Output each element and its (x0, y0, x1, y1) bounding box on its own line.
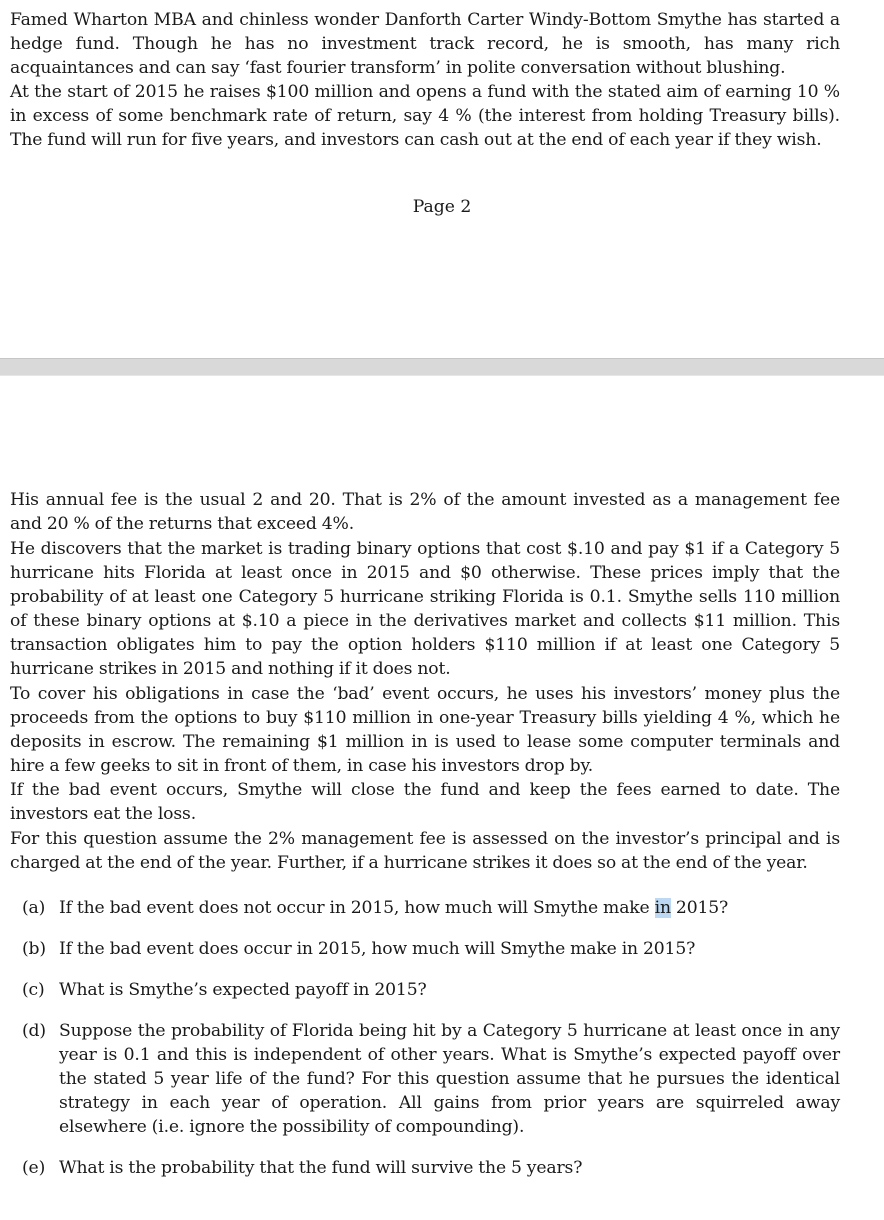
question-text[interactable]: If the bad event does occur in 2015, how much will Smythe make in 2015? (59, 939, 696, 959)
question-label: (d) (22, 1021, 46, 1041)
intro-paragraph: Famed Wharton MBA and chinless wonder Danforth Carter Windy-Bottom Smythe has started a hedge fund. Though he has no investment track record, he is smooth, has many rich acquaintances and can say ‘fast fourier transform’ in polite conversation without blushing. (10, 10, 840, 79)
page-1 (0, 0, 884, 358)
question-text[interactable]: What is Smythe’s expected payoff in 2015? (59, 980, 427, 1000)
question-label: (a) (22, 898, 46, 918)
bad-event-paragraph: If the bad event occurs, Smythe will close the fund and keep the fees earned to date. The investors eat the loss. (10, 780, 840, 825)
page-separator (0, 358, 884, 376)
question-label: (e) (22, 1158, 46, 1178)
question-text-part: 2015? (670, 898, 729, 918)
fund-paragraph: At the start of 2015 he raises $100 million and opens a fund with the stated aim of earning 10 % in excess of some benchmark rate of return, say 4 % (the interest from holding Treasury bills). The fund will run for five years, and investors can cash out at the end of each year if they wish. (10, 82, 840, 151)
selected-text-highlight[interactable]: in (654, 898, 671, 918)
question-text[interactable]: Suppose the probability of Florida being hit by a Category 5 hurricane at least once in any year is 0.1 and this is independent of other years. What is Smythe’s expected payoff over the stated 5 year life of the fund? For this question assume that he pursues the identical strategy in each year of operation. All gains from prior years are squirreled away elsewhere (i.e. ignore the possibility of compounding). (59, 1021, 840, 1138)
escrow-paragraph: To cover his obligations in case the ‘bad’ event occurs, he uses his investors’ money plus the proceeds from the options to buy $110 million in one-year Treasury bills yielding 4 %, which he deposits in escrow. The remaining $1 million in is used to lease some computer terminals and hire a few geeks to sit in front of them, in case his investors drop by. (10, 684, 840, 777)
binary-options-paragraph: He discovers that the market is trading binary options that cost $.10 and pay $1 if a Category 5 hurricane hits Florida at least once in 2015 and $0 otherwise. These prices imply that the probability of at least one Category 5 hurricane striking Florida is 0.1. Smythe sells 110 million of these binary options at $.10 a piece in the derivatives market and collects $11 million. This transaction obligates him to pay the option holders $110 million if at least one Category 5 hurricane strikes in 2015 and nothing if it does not. (10, 539, 840, 680)
question-text[interactable] (59, 896, 840, 920)
question-text[interactable]: What is the probability that the fund will survive the 5 years? (59, 1158, 583, 1178)
page-number: Page 2 (412, 197, 472, 217)
question-label: (c) (22, 980, 45, 1000)
fee-paragraph: His annual fee is the usual 2 and 20. That is 2% of the amount invested as a management fee and 20 % of the returns that exceed 4%. (10, 490, 840, 535)
assumption-paragraph: For this question assume the 2% management fee is assessed on the investor’s principal and is charged at the end of the year. Further, if a hurricane strikes it does so at the end of the year. (10, 829, 840, 874)
question-label: (b) (22, 939, 46, 959)
question-e (22, 1156, 840, 1180)
question-b (22, 937, 840, 961)
question-a (22, 896, 840, 920)
question-text-part: If the bad event does not occur in 2015, how much will Smythe make (59, 898, 655, 918)
question-c (22, 978, 840, 1002)
question-d (22, 1019, 840, 1139)
